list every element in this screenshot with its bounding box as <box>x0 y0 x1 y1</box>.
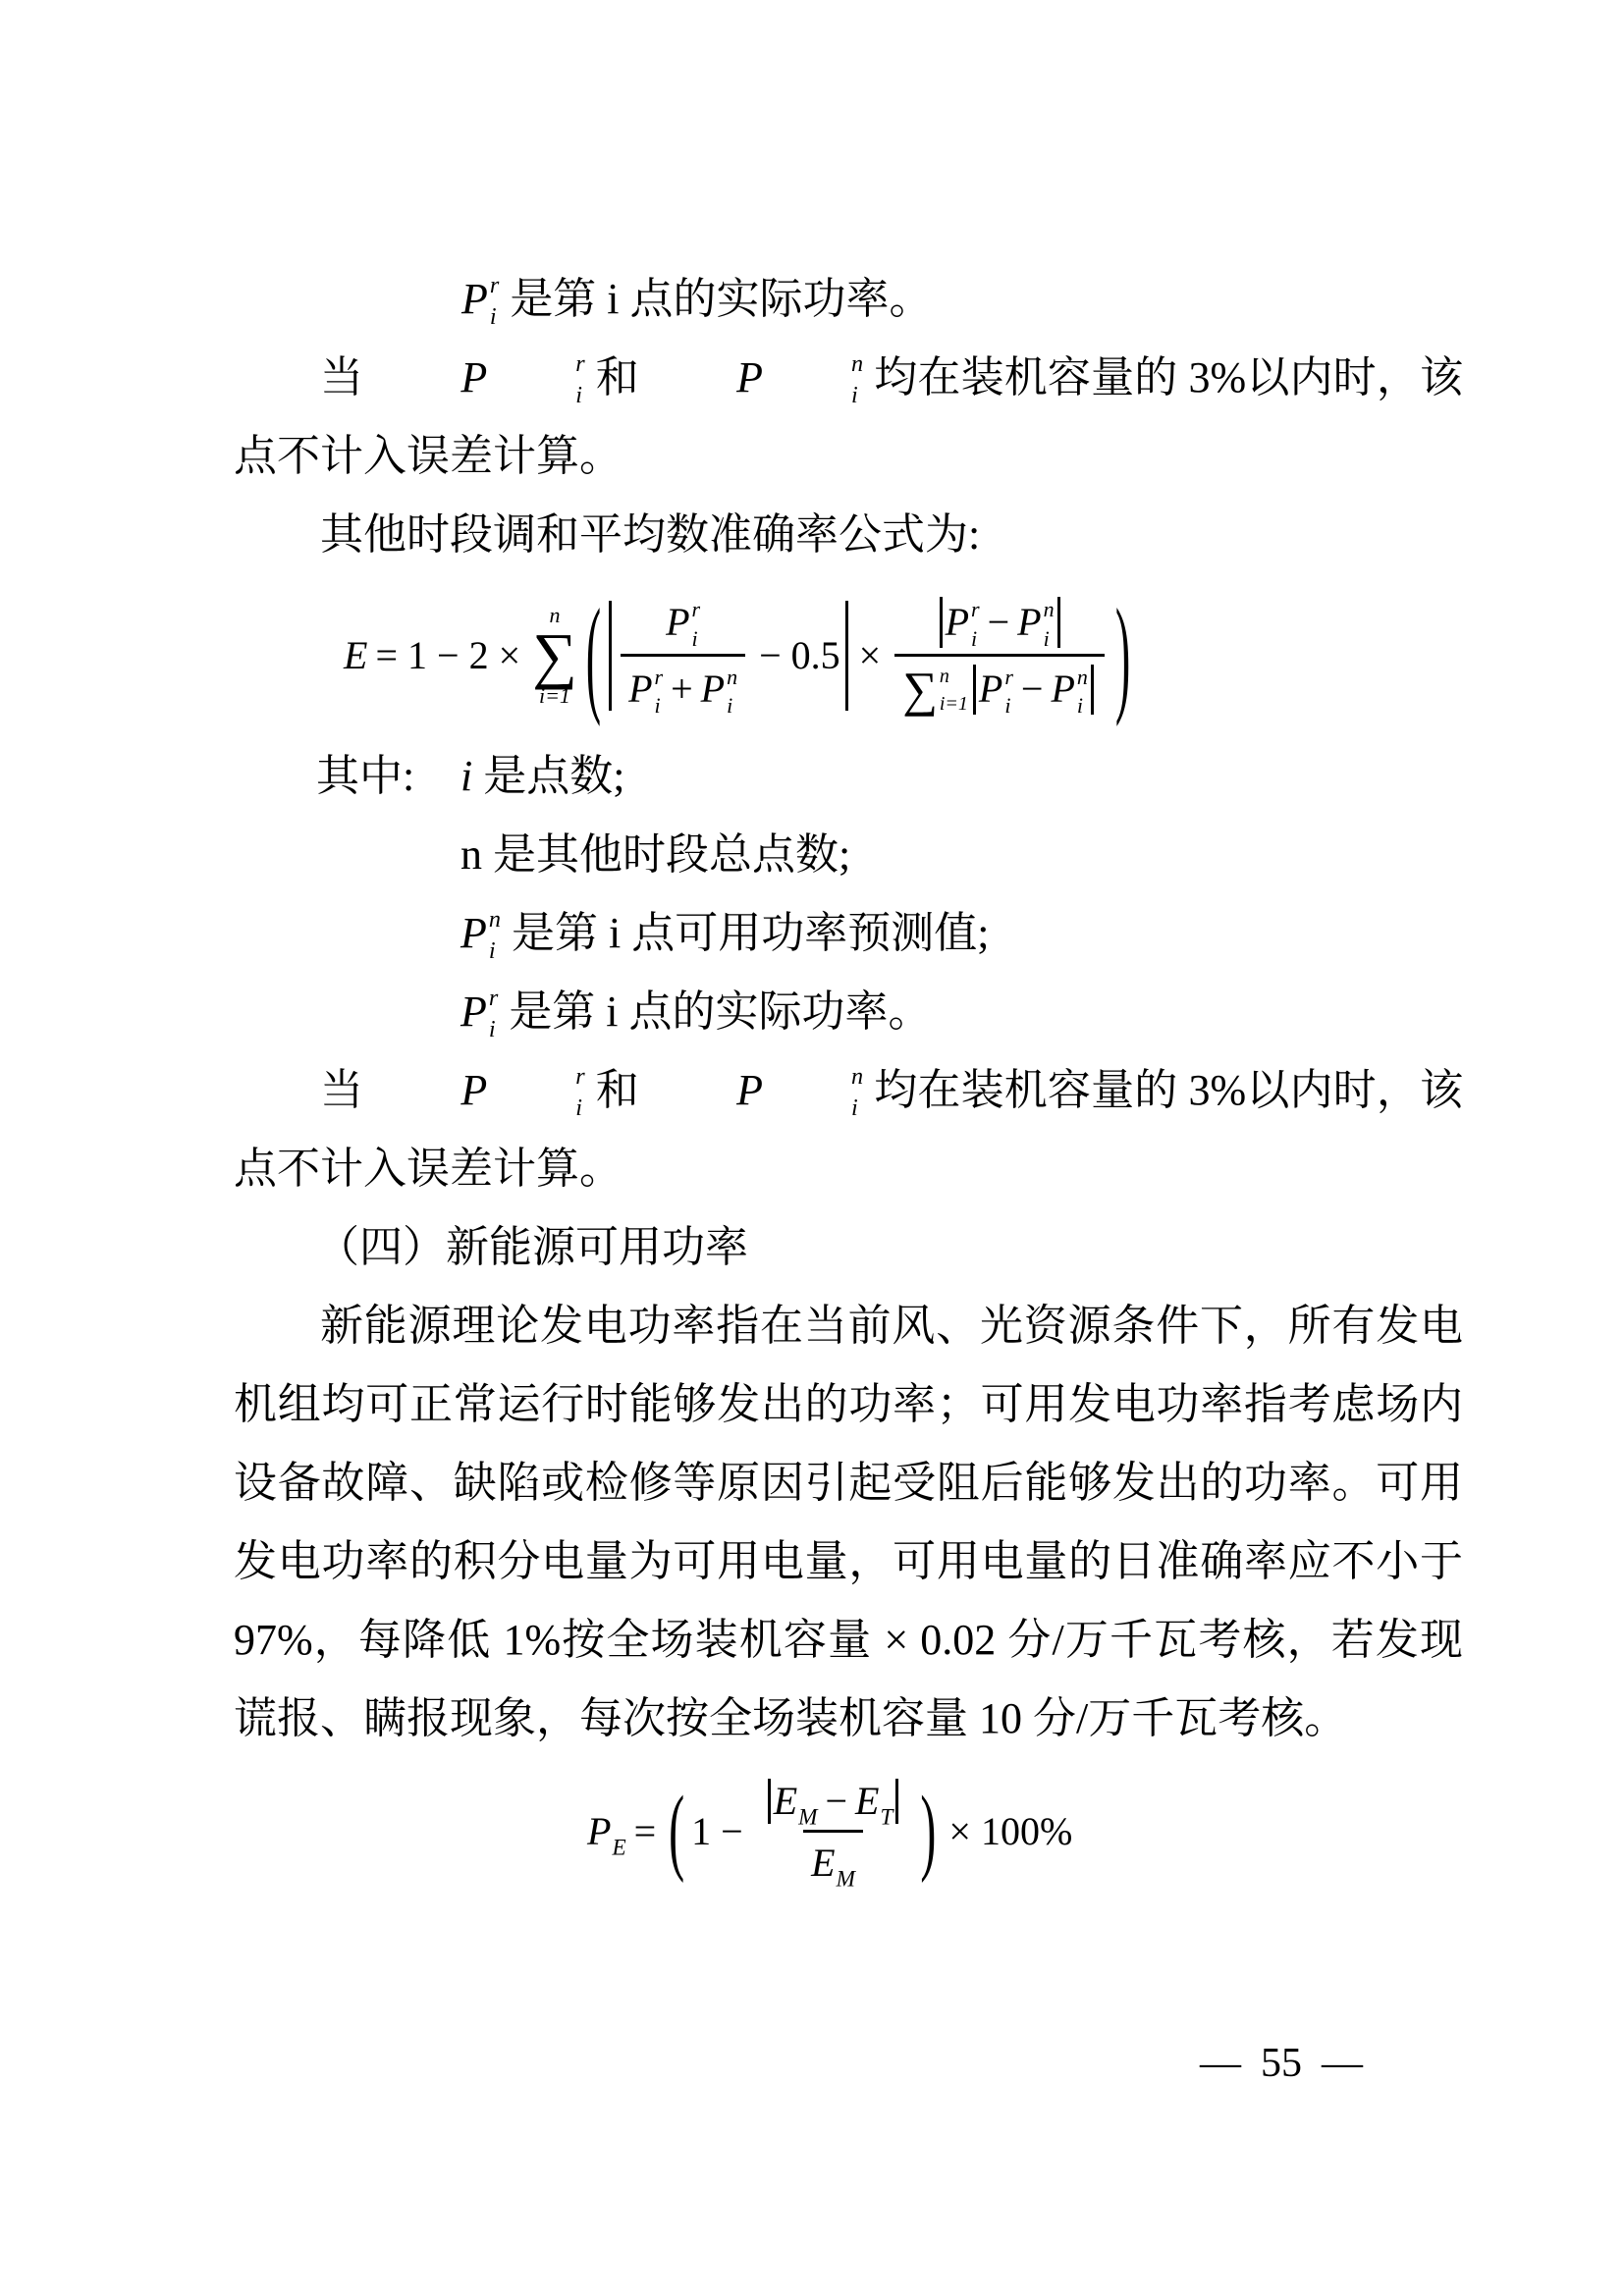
where-item-actual-power <box>234 973 1463 1051</box>
math-term-scripts <box>1077 666 1088 717</box>
where-item-n <box>234 816 1463 894</box>
math-term-subscript: i <box>851 382 858 409</box>
math-number: 2 <box>468 633 489 677</box>
math-term-subscript: i <box>489 303 497 331</box>
math-term-base: P <box>945 599 969 644</box>
math-term-scripts <box>1004 666 1013 717</box>
math-term <box>701 665 737 716</box>
fraction-numerator <box>658 597 708 654</box>
math-term-superscript: r <box>489 271 500 298</box>
math-term-scripts <box>765 1064 863 1120</box>
math-term-subscript: i <box>575 1095 582 1122</box>
math-term-base: P <box>736 353 764 401</box>
math-term-base: P <box>1051 667 1075 712</box>
math-term-scripts <box>727 666 737 717</box>
math-term-base: P <box>460 909 487 957</box>
vertical-bar <box>1091 665 1094 716</box>
math-term-superscript: r <box>575 349 585 377</box>
where-item-content: i 是点数; <box>460 752 625 800</box>
paragraph-threshold-2: 当 P r i 和 P n i 均在装机容量的 3%以内时，该点不计入误差计算。 <box>234 1051 1463 1208</box>
big-parenthesis: ( <box>669 1777 685 1885</box>
big-parenthesis: ) <box>1114 581 1131 727</box>
math-term-base: P <box>587 1809 612 1853</box>
math-term-superscript: r <box>1004 664 1013 689</box>
math-term-superscript: n <box>1076 664 1088 689</box>
math-term <box>628 665 663 716</box>
math-term-scripts <box>489 1064 584 1120</box>
math-term <box>979 665 1013 716</box>
fraction <box>757 1778 910 1892</box>
big-parenthesis: ( <box>585 581 602 727</box>
math-term <box>374 1051 584 1130</box>
summation-upper: n <box>939 666 949 688</box>
vertical-bar <box>845 601 848 711</box>
sigma-symbol: ∑ <box>532 619 577 690</box>
math-term-subscript: E <box>612 1835 626 1861</box>
paragraph-available-power-assessment: 新能源理论发电功率指在当前风、光资源条件下，所有发电机组均可正常运行时能够发出的功率；可用发电功率指考虑场内设备故障、缺陷或检修等原因引起受阻后能够发出的功率。可用发电功率的积分电量为可用电量，可用电量的日准确率应不小于 97%，每降低 1%按全场装机容量 × 0.02 分/万千瓦考核，若发现谎报、瞒报现象，每次按全场装机容量 10 分/万千瓦考核。 <box>234 1302 1463 1742</box>
vertical-bar <box>768 1779 771 1824</box>
math-term-base: P <box>1017 599 1042 644</box>
math-term-base: P <box>460 353 488 401</box>
math-term-base: P <box>460 988 487 1036</box>
summation-scripts <box>940 667 968 714</box>
math-term-subscript: i <box>488 937 496 965</box>
paragraph-formula-intro: 其他时段调和平均数准确率公式为: <box>320 510 981 559</box>
math-operator: × <box>498 633 521 677</box>
math-operator: − <box>437 633 460 677</box>
math-term-base: P <box>628 667 653 712</box>
formula-harmonic-mean-accuracy <box>344 574 1463 737</box>
math-term-subscript: i <box>691 625 698 651</box>
math-number: 0.5 <box>790 633 840 677</box>
fraction-numerator <box>929 597 1071 654</box>
math-number: 1 <box>407 633 427 677</box>
math-term-base: P <box>978 667 1003 712</box>
math-term-superscript: r <box>575 1062 585 1090</box>
math-term-scripts <box>1043 596 1055 651</box>
paragraph-threshold-1: 当 P r i 和 P n i 均在装机容量的 3%以内时，该点不计入误差计算。 <box>234 339 1463 496</box>
math-term-scripts <box>489 907 501 963</box>
math-term <box>587 1809 626 1861</box>
where-clause <box>234 737 1463 1051</box>
math-operator: = <box>633 1809 657 1853</box>
math-identifier: i <box>460 752 473 800</box>
math-term <box>773 1778 818 1830</box>
math-term <box>460 894 501 973</box>
math-term-scripts <box>765 351 863 407</box>
math-operator: = <box>375 633 398 677</box>
math-term-subscript: i <box>851 1095 858 1122</box>
math-operator: − <box>825 1778 848 1823</box>
math-term-base: E <box>773 1778 798 1823</box>
math-term-base: E <box>855 1778 880 1823</box>
fraction <box>894 596 1105 718</box>
math-number: 1 <box>691 1809 712 1853</box>
math-term-base: P <box>460 1066 488 1114</box>
math-term-subscript: i <box>1076 692 1084 718</box>
math-operator: − <box>759 633 782 677</box>
formula-available-energy-accuracy <box>587 1758 1463 1905</box>
fraction <box>621 596 745 718</box>
where-item-content: P n i 是第 i 点可用功率预测值; <box>460 909 989 957</box>
where-item-content: n 是其他时段总点数; <box>460 830 851 879</box>
math-term-base: P <box>736 1066 764 1114</box>
definition-line-actual-power: P r i 是第 i 点的实际功率。 <box>461 260 1463 339</box>
math-term-superscript: n <box>727 664 738 689</box>
page-number-dash-left: — <box>1200 2041 1241 2086</box>
summation-lower: i=1 <box>538 683 570 709</box>
math-term-subscript: i <box>1043 625 1050 651</box>
math-term-scripts <box>489 351 584 407</box>
summation-upper: n <box>549 602 561 627</box>
math-term <box>461 260 499 339</box>
math-term <box>945 596 980 651</box>
math-term-subscript: i <box>971 625 978 651</box>
page-number-value: 55 <box>1261 2041 1302 2086</box>
math-operator: + <box>671 667 693 712</box>
math-term <box>650 1051 863 1130</box>
math-term-subscript: i <box>575 382 582 409</box>
math-term <box>666 596 701 651</box>
vertical-bar <box>973 665 976 716</box>
summation <box>532 602 577 709</box>
math-term-subscript: i <box>727 692 733 718</box>
math-term <box>1051 665 1087 716</box>
math-operator: × <box>858 633 882 677</box>
math-term <box>1017 596 1055 651</box>
vertical-bar <box>1057 597 1060 648</box>
math-term-base: P <box>666 599 690 644</box>
fraction-denominator <box>894 654 1105 716</box>
page-content <box>234 260 1463 1905</box>
math-term-scripts <box>490 273 499 329</box>
math-term <box>855 1778 893 1830</box>
sigma-symbol: ∑ <box>902 662 938 718</box>
fraction-denominator <box>803 1830 863 1892</box>
math-term-superscript: r <box>971 596 980 621</box>
big-parenthesis: ) <box>920 1777 937 1885</box>
math-term-subscript: M <box>798 1803 818 1830</box>
math-term <box>374 339 584 417</box>
fraction-numerator <box>757 1779 910 1830</box>
section-heading-available-power: （四）新能源可用功率 <box>316 1223 748 1271</box>
page-number <box>1200 2040 1363 2087</box>
math-operator: − <box>987 599 1010 644</box>
where-item-content: P r i 是第 i 点的实际功率。 <box>460 988 932 1036</box>
where-item-i <box>234 737 1463 816</box>
math-identifier: E <box>344 633 368 677</box>
math-term-base: P <box>461 275 488 323</box>
vertical-bar <box>895 1779 898 1824</box>
math-term-base: P <box>700 667 726 712</box>
math-term-superscript: r <box>691 596 701 621</box>
math-term <box>650 339 863 417</box>
summation-inline <box>902 662 968 718</box>
math-operator: − <box>721 1809 743 1853</box>
summation-lower: i=1 <box>939 693 968 716</box>
math-number: 100% <box>980 1809 1073 1853</box>
math-term-subscript: i <box>1004 692 1011 718</box>
math-term-scripts <box>655 666 664 717</box>
math-term-superscript: n <box>851 1062 864 1090</box>
math-term-scripts <box>489 986 498 1041</box>
math-term-superscript: n <box>851 349 864 377</box>
fraction-denominator <box>621 654 745 716</box>
math-term-superscript: n <box>488 905 501 933</box>
vertical-bar <box>609 601 612 711</box>
math-operator: − <box>1020 667 1044 712</box>
math-term-subscript: i <box>488 1016 496 1043</box>
page-number-dash-right: — <box>1322 2041 1363 2086</box>
math-term-subscript: i <box>654 692 661 718</box>
where-label: 其中: <box>316 752 415 800</box>
math-operator: × <box>948 1809 971 1853</box>
math-term <box>811 1840 855 1892</box>
math-term-superscript: n <box>1043 596 1055 621</box>
where-item-forecast-power <box>234 894 1463 973</box>
math-term-superscript: r <box>654 664 664 689</box>
vertical-bar <box>940 597 943 648</box>
math-term <box>460 973 498 1051</box>
math-term-scripts <box>691 596 701 651</box>
math-term-superscript: r <box>488 984 499 1011</box>
math-term-scripts <box>971 596 980 651</box>
math-term-subscript: T <box>880 1803 893 1830</box>
math-term-subscript: M <box>836 1865 855 1892</box>
math-term-base: E <box>811 1840 836 1885</box>
